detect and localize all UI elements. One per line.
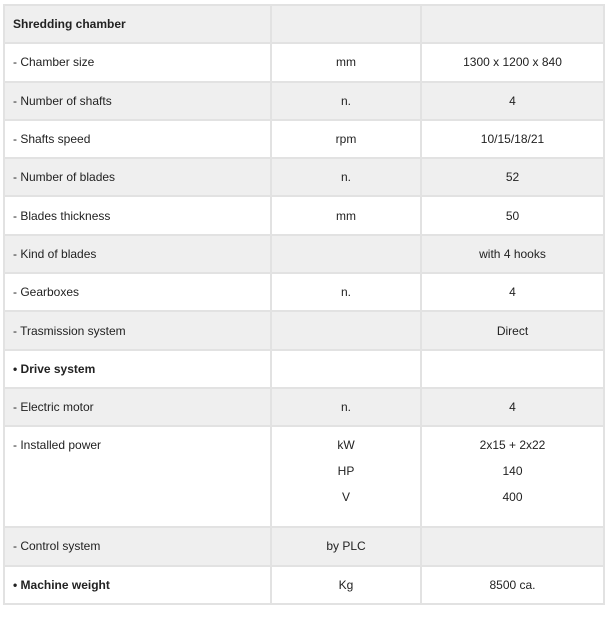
row-unit bbox=[271, 235, 421, 273]
row-unit: n. bbox=[271, 82, 421, 120]
table-row bbox=[4, 43, 604, 81]
table-row bbox=[4, 527, 604, 565]
row-label: - Kind of blades bbox=[4, 235, 271, 273]
row-label: - Blades thickness bbox=[4, 196, 271, 234]
row-unit: HP bbox=[337, 464, 355, 479]
row-unit: Kg bbox=[271, 566, 421, 604]
row-value: 1300 x 1200 x 840 bbox=[421, 43, 604, 81]
table-row bbox=[4, 350, 604, 388]
row-unit: V bbox=[341, 490, 350, 505]
row-unit bbox=[271, 5, 421, 43]
table-row bbox=[4, 388, 604, 426]
row-label: • Machine weight bbox=[4, 566, 271, 604]
row-unit: mm bbox=[271, 43, 421, 81]
table-row bbox=[4, 120, 604, 158]
row-value: 400 bbox=[502, 490, 523, 505]
table-row bbox=[4, 566, 604, 604]
row-label: • Drive system bbox=[4, 350, 271, 388]
row-label: - Shafts speed bbox=[4, 120, 271, 158]
table-row bbox=[4, 82, 604, 120]
row-value bbox=[421, 350, 604, 388]
row-value: 8500 ca. bbox=[421, 566, 604, 604]
row-unit: mm bbox=[271, 196, 421, 234]
row-value: 52 bbox=[421, 158, 604, 196]
row-value: with 4 hooks bbox=[421, 235, 604, 273]
table-row bbox=[4, 273, 604, 311]
row-unit bbox=[271, 350, 421, 388]
row-label: - Chamber size bbox=[4, 43, 271, 81]
row-label: - Gearboxes bbox=[4, 273, 271, 311]
row-label: Shredding chamber bbox=[4, 5, 271, 43]
row-label: - Number of shafts bbox=[4, 82, 271, 120]
row-unit: rpm bbox=[271, 120, 421, 158]
row-label: - Control system bbox=[4, 527, 271, 565]
table-row bbox=[4, 311, 604, 349]
row-unit: n. bbox=[271, 273, 421, 311]
row-value: Direct bbox=[421, 311, 604, 349]
row-label: - Installed power bbox=[4, 426, 271, 527]
row-label: - Number of blades bbox=[4, 158, 271, 196]
row-value bbox=[421, 527, 604, 565]
row-unit: n. bbox=[271, 388, 421, 426]
row-value: 4 bbox=[421, 82, 604, 120]
row-unit bbox=[271, 311, 421, 349]
table-row bbox=[4, 158, 604, 196]
row-value bbox=[421, 5, 604, 43]
row-label: - Trasmission system bbox=[4, 311, 271, 349]
row-value: 10/15/18/21 bbox=[421, 120, 604, 158]
row-unit-list bbox=[271, 426, 421, 527]
row-unit: n. bbox=[271, 158, 421, 196]
row-value: 4 bbox=[421, 388, 604, 426]
table-row bbox=[4, 196, 604, 234]
row-value: 4 bbox=[421, 273, 604, 311]
row-unit: kW bbox=[337, 438, 355, 453]
table-row bbox=[4, 235, 604, 273]
row-value: 140 bbox=[502, 464, 523, 479]
row-unit: by PLC bbox=[271, 527, 421, 565]
row-label: - Electric motor bbox=[4, 388, 271, 426]
row-value: 50 bbox=[421, 196, 604, 234]
row-value: 2x15 + 2x22 bbox=[479, 438, 546, 453]
row-value-list bbox=[421, 426, 604, 527]
table-row bbox=[4, 426, 604, 527]
table-row bbox=[4, 5, 604, 43]
spec-table bbox=[3, 4, 605, 605]
